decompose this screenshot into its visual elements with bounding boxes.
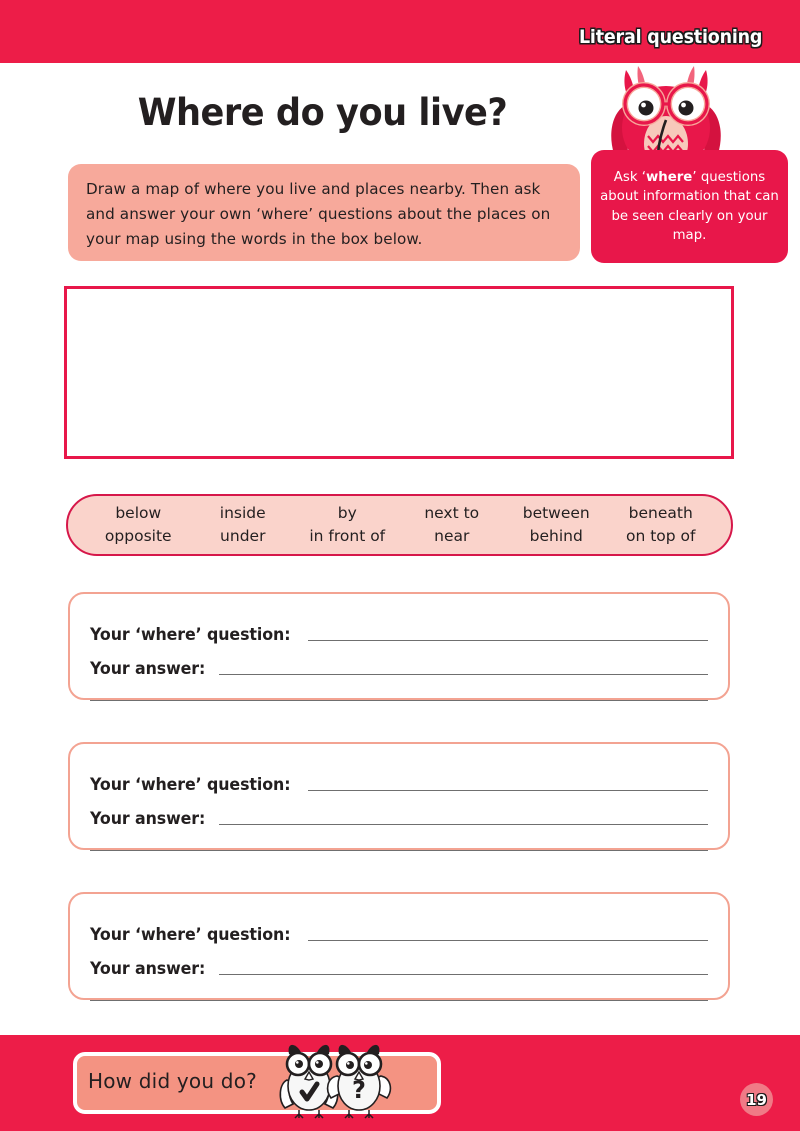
word-bank-column (86, 502, 191, 548)
instruction-text: Draw a map of where you live and places nearby. Then ask and answer your own ‘where’ questions about the places on your map using the words in the box below. (86, 180, 551, 248)
owl-tip-keyword: where (645, 169, 693, 185)
question-label: Your ‘where’ question: (90, 625, 291, 644)
question-block (68, 892, 730, 1000)
answer-write-line[interactable] (219, 674, 708, 675)
word-bank-word: opposite (104, 527, 172, 545)
word-bank-word: next to (424, 504, 480, 522)
answer-label: Your answer: (90, 959, 206, 978)
page-number-badge (740, 1083, 773, 1116)
word-bank-word: by (337, 504, 357, 522)
page-number-text: 19 (746, 1090, 767, 1109)
answer-label: Your answer: (90, 809, 206, 828)
owl-tip-text (591, 168, 788, 246)
answer-row (90, 946, 708, 980)
question-row (90, 912, 708, 946)
owl-tip-suffix: ’ (692, 169, 697, 185)
word-bank-word: beneath (628, 504, 693, 522)
word-bank-word: on top of (625, 527, 696, 545)
word-bank-column (504, 502, 609, 548)
self-assessment-prompt: How did you do? (88, 1069, 257, 1093)
answer-row (90, 646, 708, 680)
self-assessment-owls (275, 1042, 393, 1122)
answer-continuation-line[interactable] (90, 850, 708, 851)
word-bank-word: inside (219, 504, 266, 522)
answer-continuation-line[interactable] (90, 1000, 708, 1001)
answer-row (90, 796, 708, 830)
map-drawing-area[interactable] (64, 286, 734, 459)
question-block (68, 742, 730, 850)
svg-text:?: ? (352, 1076, 366, 1104)
answer-write-line[interactable] (219, 824, 708, 825)
word-bank-word: behind (529, 527, 583, 545)
question-write-line[interactable] (308, 940, 708, 941)
question-write-line[interactable] (308, 640, 708, 641)
word-bank-column (609, 502, 714, 548)
question-label: Your ‘where’ question: (90, 775, 291, 794)
word-bank-word: near (434, 527, 470, 545)
page-title: Where do you live? (137, 91, 508, 134)
question-block (68, 592, 730, 700)
word-bank-column (400, 502, 505, 548)
owl-tip-bubble (591, 150, 788, 263)
word-bank-word: below (115, 504, 162, 522)
owl-tip-rest: questions about information that can be seen clearly on your map. (600, 169, 779, 243)
question-label: Your ‘where’ question: (90, 925, 291, 944)
word-bank-column (295, 502, 400, 548)
word-bank-word: under (220, 527, 266, 545)
question-write-line[interactable] (308, 790, 708, 791)
page-topic-title: Literal questioning (578, 26, 762, 48)
instruction-box (68, 164, 580, 261)
word-bank-column (191, 502, 296, 548)
answer-continuation-line[interactable] (90, 700, 708, 701)
question-row (90, 762, 708, 796)
answer-label: Your answer: (90, 659, 206, 678)
owl-question-icon (328, 1045, 391, 1118)
owl-tip-prefix: Ask ‘ (613, 169, 646, 185)
answer-write-line[interactable] (219, 974, 708, 975)
word-bank-word: between (522, 504, 590, 522)
question-row (90, 612, 708, 646)
word-bank (66, 494, 733, 556)
word-bank-word: in front of (309, 527, 386, 545)
header-band (0, 0, 800, 63)
